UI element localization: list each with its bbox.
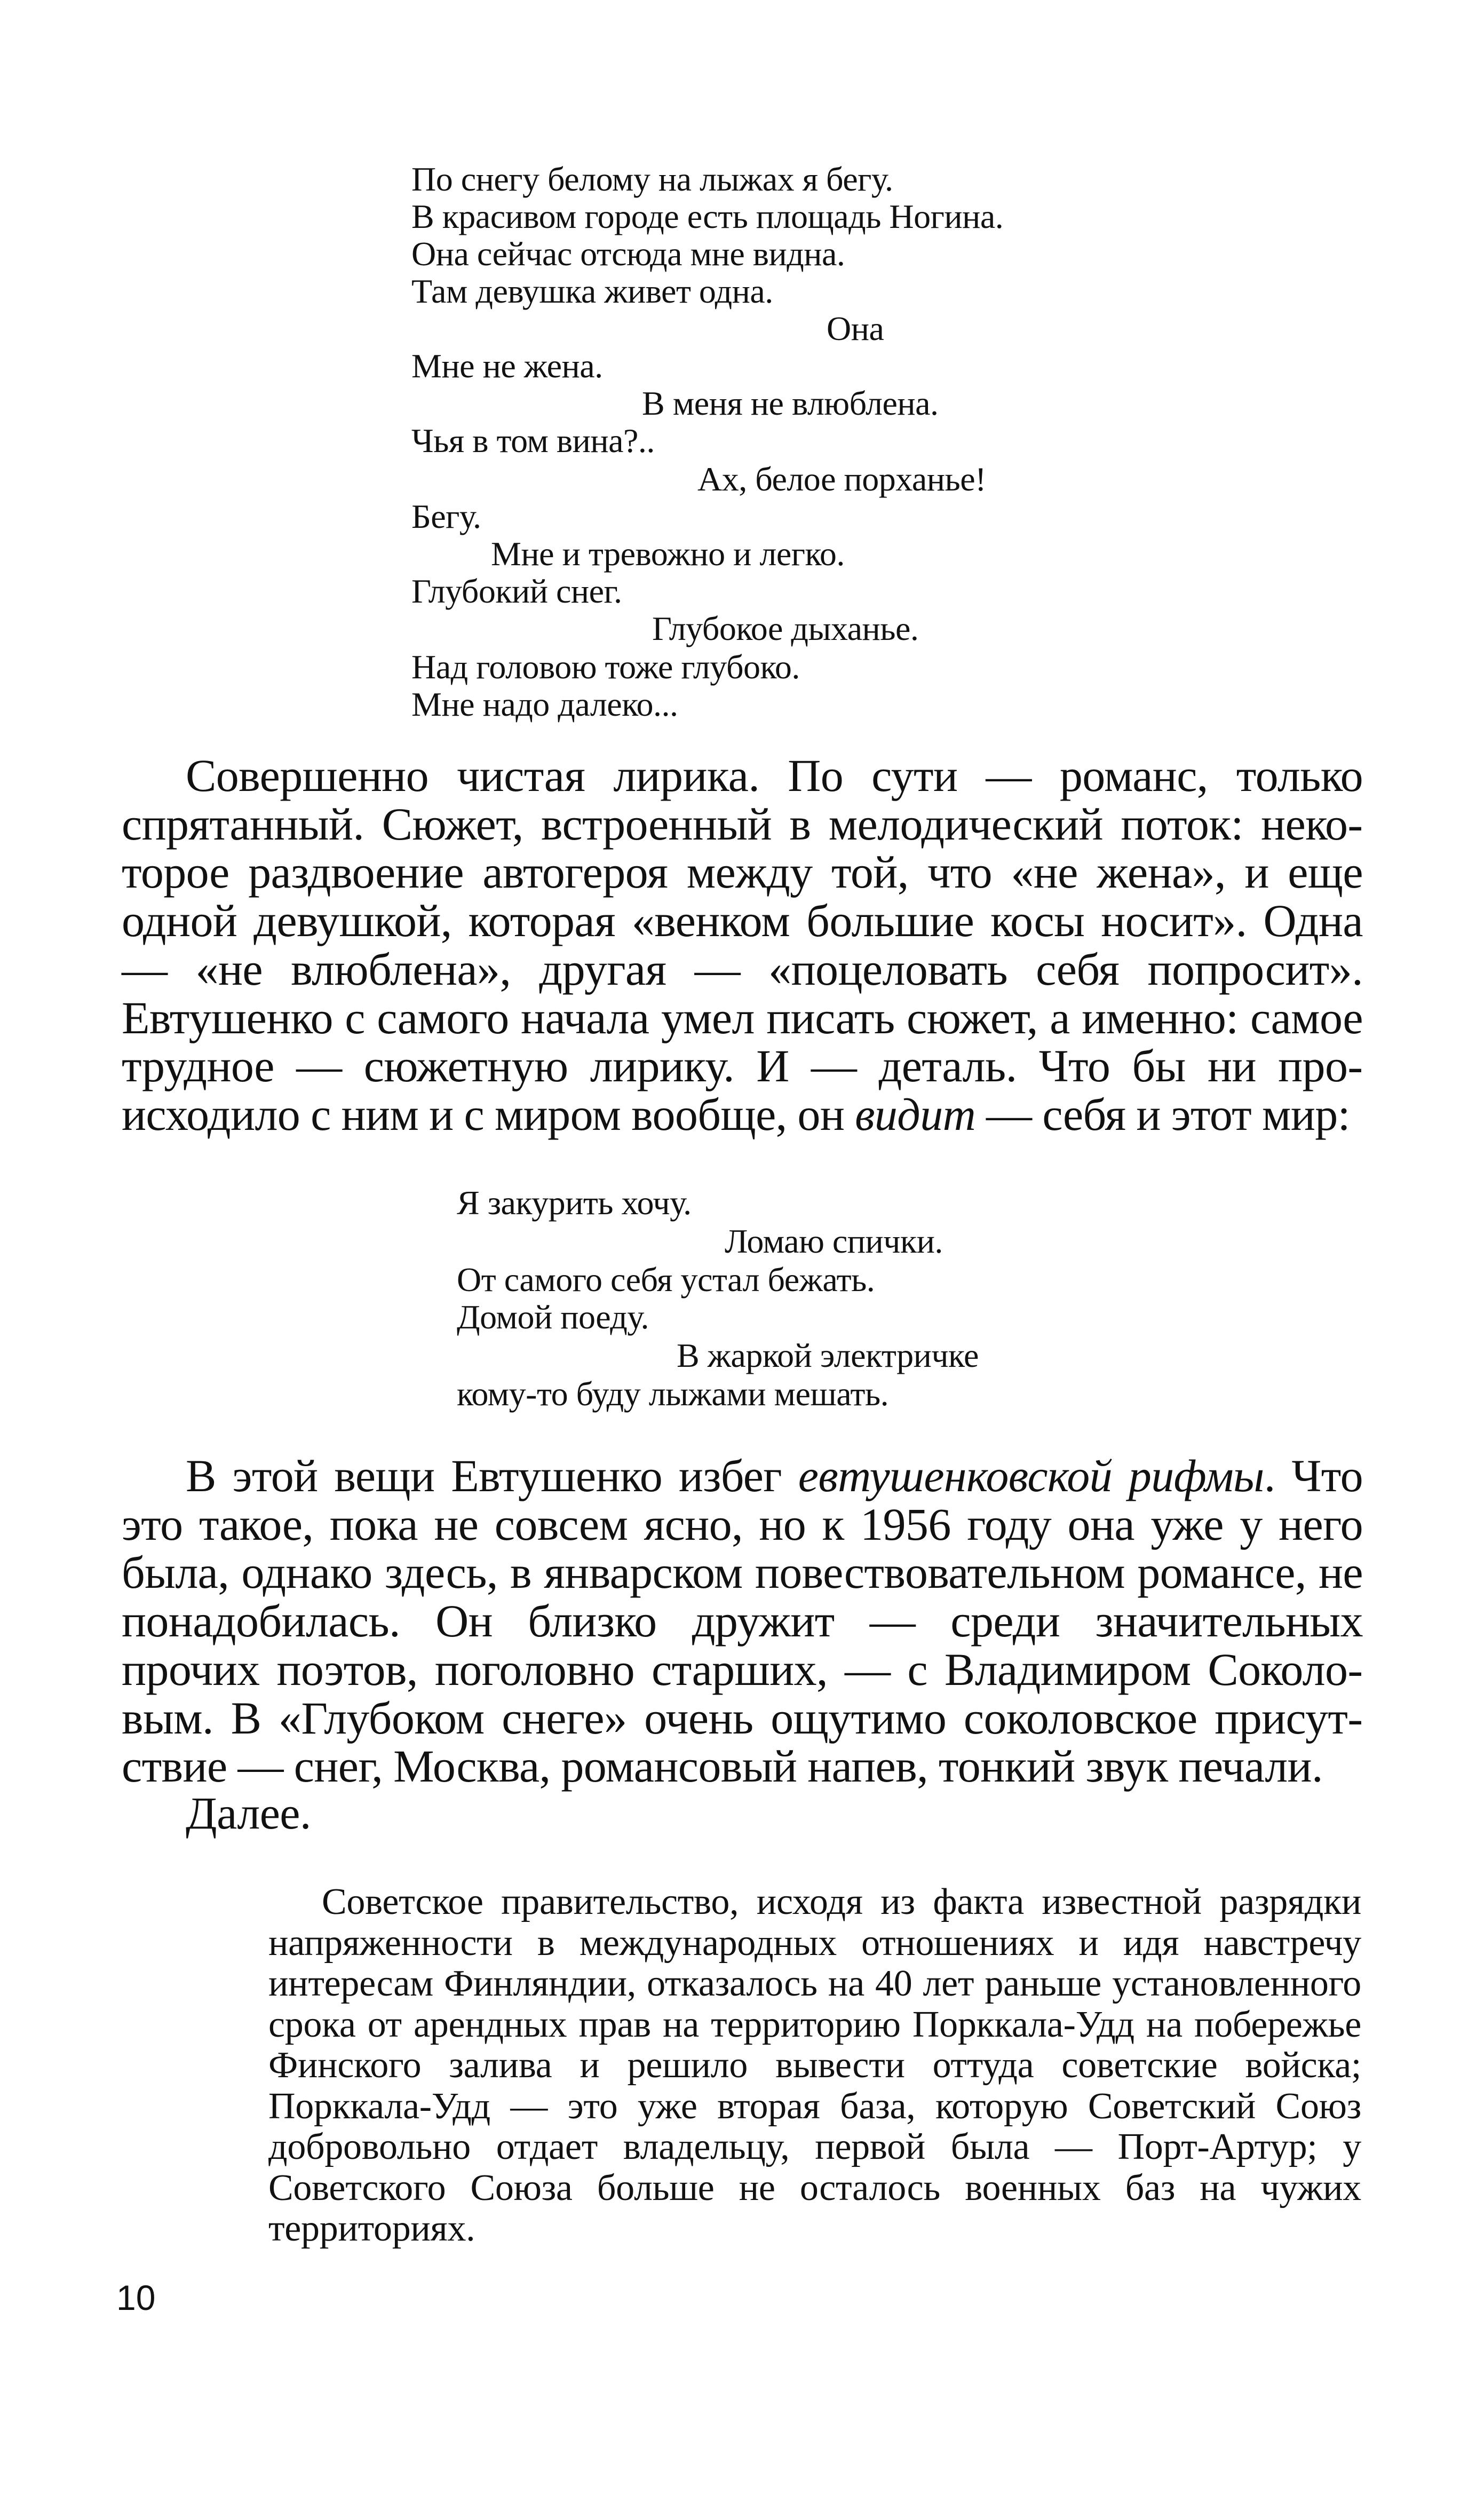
poem-line: Глубокое дыханье.	[652, 610, 919, 647]
paragraph-1-tail: — себя и этот мир:	[975, 1088, 1350, 1140]
poem-line: В красивом городе есть площадь Ногина.	[411, 197, 1004, 235]
paragraph-3	[122, 1789, 1363, 1838]
poem-line: Я закурить хочу.	[457, 1184, 692, 1222]
poem-line: Мне не жена.	[411, 347, 603, 385]
paragraph-2	[122, 1452, 1363, 1791]
poem-line: Ах, белое порханье!	[697, 460, 986, 498]
poem-line: Там девушка живет одна.	[411, 272, 773, 310]
poem-line: Чья в том вина?..	[411, 422, 655, 460]
paragraph-1-italic: видит	[855, 1088, 976, 1140]
poem-line: Мне и тревожно и легко.	[491, 535, 845, 573]
quote-block	[268, 1882, 1361, 2250]
paragraph-2-text: В этой вещи Евтушенко избег	[186, 1450, 798, 1501]
paragraph-1	[122, 751, 1363, 1139]
paragraph-1-text: Совершенно чистая лирика. По сути — романс, только спрятанный. Сюжет, встроенный в мелодический поток: некоторое раздвоение автогероя между той, что «не жена», и еще одной девушкой, которая «венком большие косы носит». Одна — «не влюблена», другая — «поцеловать себя попросит». Евтушенко с самого начала умел писать сюжет, а именно: самое трудное — сюжетную лирику. И — деталь. Что бы ни происходило с ним и с миром вообще, он	[122, 750, 1363, 1140]
paragraph-2-tail: . Что это такое, пока не совсем ясно, но к 1956 году она уже у него была, однако здесь, в январском повествовательном романсе, не понадобилась. Он близко дружит — среди значительных прочих поэтов, поголовно старших, — с Владимиром Соколовым. В «Глубоком снеге» очень ощутимо соколовское присутствие — снег, Москва, романсовый напев, тонкий звук печали.	[122, 1450, 1363, 1792]
poem-line: По снегу белому на лыжах я бегу.	[411, 160, 893, 198]
paragraph-3-text: Далее.	[186, 1787, 311, 1839]
poem-line: В меня не влюблена.	[642, 384, 939, 422]
poem-line: Ломаю спички.	[725, 1222, 943, 1260]
poem-line: Глубокий снег.	[411, 572, 622, 610]
poem-line: Над головою тоже глубоко.	[411, 648, 800, 686]
poem-line: Она	[827, 310, 884, 347]
poem-line: кому-то буду лыжами мешать.	[457, 1375, 889, 1413]
poem-line: От самого себя устал бежать.	[457, 1261, 875, 1299]
poem-line: Она сейчас отсюда мне видна.	[411, 235, 845, 273]
quote-text: Советское правительство, исходя из факта известной разрядки напряженности в международных отношениях и идя навстречу интересам Финляндии, отказалось на 40 лет раньше установленного срока от арендных прав на территорию Порккала-Удд на побережье Финского залива и решило вывести оттуда советские войска; Порккала-Удд — это уже вторая база, которую Советский Союз добровольно отдает владельцу, первой была — Порт-Артур; у Советского Союза больше не осталось военных баз на чужих территориях.	[268, 1881, 1361, 2249]
paragraph-2-italic: евтушенковской рифмы	[798, 1450, 1264, 1501]
poem-line: Бегу.	[411, 497, 481, 535]
page-number: 10	[116, 2278, 156, 2317]
poem-line: В жаркой электричке	[677, 1336, 979, 1374]
poem-line: Мне надо далеко...	[411, 685, 678, 723]
poem-line: Домой поеду.	[457, 1298, 649, 1336]
